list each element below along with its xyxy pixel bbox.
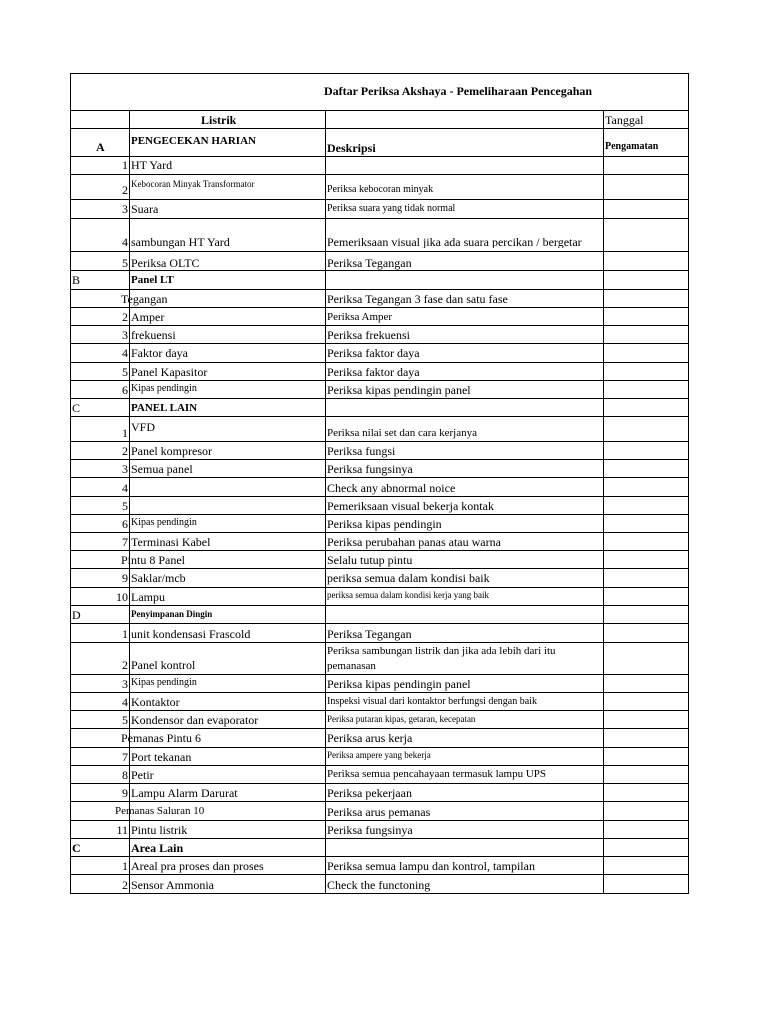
item-label: Terminasi Kabel (131, 535, 211, 549)
grid-line (70, 674, 689, 675)
section-letter-c2: C (72, 841, 81, 855)
description: Periksa Tegangan (327, 627, 412, 641)
row-number: 5 (122, 499, 128, 513)
grid-line (70, 343, 689, 344)
grid-line (70, 362, 689, 363)
description: Periksa fungsi (327, 444, 396, 458)
description: Periksa semua pencahayaan termasuk lampu UPS (327, 768, 547, 780)
item-label: Lampu Alarm Darurat (131, 786, 238, 800)
row-number: 2 (122, 183, 128, 197)
description: Inspeksi visual dari kontaktor berfungsi dengan baik (327, 696, 537, 707)
column-header-deskripsi: Deskripsi (327, 141, 376, 155)
description: Periksa faktor daya (327, 346, 420, 360)
grid-line (70, 550, 689, 551)
grid-line (70, 801, 689, 802)
item-label: Sensor Ammonia (131, 878, 214, 892)
item-label: Saklar/mcb (131, 571, 186, 585)
section-letter-b: B (72, 273, 81, 287)
row-number: 2 (122, 444, 128, 458)
item-label: unit kondensasi Frascold (131, 627, 251, 641)
grid-line (70, 156, 689, 157)
row-number: 3 (122, 202, 128, 216)
item-label: Kipas pendingin (131, 517, 197, 528)
grid-line (688, 73, 689, 894)
grid-line (325, 110, 326, 894)
grid-line (70, 477, 689, 478)
description: Periksa faktor daya (327, 365, 420, 379)
item-label: Semua panel (131, 462, 193, 476)
description: Periksa semua lampu dan kontrol, tampilan (327, 859, 535, 873)
description: Periksa kipas pendingin panel (327, 383, 471, 397)
item-label: Pemanas Saluran 10 (115, 805, 205, 817)
description: Periksa frekuensi (327, 328, 410, 342)
grid-line (70, 459, 689, 460)
row-number: 3 (122, 677, 128, 691)
description: Periksa suara yang tidak normal (327, 203, 456, 214)
grid-line (129, 110, 130, 894)
document-title: Daftar Periksa Akshaya - Pemeliharaan Pencegahan (324, 84, 593, 98)
grid-line (70, 710, 689, 711)
description: Periksa fungsinya (327, 823, 413, 837)
grid-line (70, 838, 689, 839)
item-label: Pintu 8 Panel (121, 553, 186, 567)
row-number: 5 (122, 256, 128, 270)
item-label: Pintu listrik (131, 823, 188, 837)
grid-line (70, 110, 689, 111)
description: Periksa perubahan panas atau warna (327, 535, 501, 549)
row-number: 4 (122, 695, 128, 709)
item-label: frekuensi (131, 328, 176, 342)
section-letter-d: D (72, 608, 81, 622)
grid-line (70, 496, 689, 497)
row-number: 11 (116, 823, 128, 837)
description: Periksa sambungan listrik dan jika ada lebih dari itu pemanasan (327, 645, 556, 672)
grid-line (70, 73, 71, 894)
grid-line (70, 820, 689, 821)
description: Selalu tutup pintu (327, 553, 413, 567)
description: Periksa kipas pendingin panel (327, 677, 471, 691)
grid-line (70, 307, 689, 308)
row-number: 1 (122, 627, 128, 641)
row-number: 6 (122, 517, 128, 531)
item-label: Port tekanan (131, 750, 192, 764)
row-number: 9 (122, 571, 128, 585)
description: Periksa nilai set dan cara kerjanya (327, 427, 477, 439)
grid-line (70, 893, 689, 894)
row-number: 2 (122, 878, 128, 892)
description: Periksa ampere yang bekerja (327, 750, 431, 760)
item-label: Kontaktor (131, 695, 180, 709)
section-title-panel-lain: PANEL LAIN (131, 402, 198, 414)
description: Periksa Tegangan (327, 256, 412, 270)
grid-line (70, 642, 689, 643)
row-number: 7 (122, 535, 128, 549)
grid-line (70, 174, 689, 175)
description: Periksa Amper (327, 311, 393, 323)
column-header-listrik: Listrik (201, 113, 237, 127)
grid-line (70, 692, 689, 693)
row-number: 4 (122, 235, 128, 249)
section-letter-a: A (96, 140, 105, 154)
section-title-penyimpanan: Penyimpanan Dingin (131, 609, 213, 619)
item-label: Kebocoran Minyak Transformator (131, 179, 255, 189)
grid-line (70, 856, 689, 857)
column-header-tanggal: Tanggal (605, 113, 644, 127)
item-label: Kondensor dan evaporator (131, 713, 259, 727)
item-label: Panel kontrol (131, 658, 196, 672)
grid-line (70, 441, 689, 442)
row-number: 1 (122, 158, 128, 172)
row-number: 7 (122, 750, 128, 764)
grid-line (70, 199, 689, 200)
item-label: sambungan HT Yard (131, 235, 230, 249)
section-title-pengecekan: PENGECEKAN HARIAN (131, 135, 256, 147)
item-label: VFD (131, 420, 156, 434)
item-label: Kipas pendingin (131, 383, 197, 394)
grid-line (70, 514, 689, 515)
row-number: 2 (122, 658, 128, 672)
description: Periksa kebocoran minyak (327, 184, 434, 195)
section-title-area-lain: Area Lain (131, 841, 184, 855)
row-number: 4 (122, 481, 128, 495)
description: Pemeriksaan visual bekerja kontak (327, 499, 494, 513)
grid-line (70, 532, 689, 533)
grid-line (70, 416, 689, 417)
item-label: Periksa OLTC (131, 256, 200, 270)
description: Pemeriksaan visual jika ada suara percikan / bergetar (327, 236, 582, 248)
description: Periksa fungsinya (327, 462, 413, 476)
grid-line (70, 765, 689, 766)
grid-line (70, 325, 689, 326)
item-label: Panel kompresor (131, 444, 212, 458)
description: Check the functoning (327, 878, 431, 892)
grid-line (70, 398, 689, 399)
item-label: Pemanas Pintu 6 (121, 731, 201, 745)
row-number: 6 (122, 383, 128, 397)
row-number: 9 (122, 786, 128, 800)
description: periksa semua dalam kondisi kerja yang baik (327, 590, 489, 600)
description: Periksa arus pemanas (327, 805, 431, 819)
grid-line (70, 73, 689, 74)
row-number: 2 (122, 310, 128, 324)
grid-line (70, 874, 689, 875)
row-number: 8 (122, 768, 128, 782)
row-number: 3 (122, 328, 128, 342)
grid-line (70, 270, 689, 271)
grid-line (70, 728, 689, 729)
row-number: 10 (116, 590, 128, 604)
column-header-pengamatan: Pengamatan (605, 141, 659, 152)
section-title-panel-lt: Panel LT (131, 274, 174, 286)
item-label: Amper (131, 310, 165, 324)
grid-line (70, 623, 689, 624)
row-number: 5 (122, 713, 128, 727)
item-label: Lampu (131, 590, 165, 604)
item-label: Panel Kapasitor (131, 365, 208, 379)
grid-line (70, 568, 689, 569)
item-label: Suara (131, 202, 159, 216)
grid-line (70, 587, 689, 588)
section-letter-c: C (72, 401, 81, 415)
description: Periksa arus kerja (327, 731, 413, 745)
item-label: Tegangan (121, 292, 168, 306)
item-label: Areal pra proses dan proses (131, 859, 264, 873)
description: Periksa putaran kipas, getaran, kecepatan (327, 714, 476, 724)
row-number: 1 (122, 859, 128, 873)
description: Periksa pekerjaan (327, 786, 412, 800)
grid-line (70, 251, 689, 252)
grid-line (70, 605, 689, 606)
grid-line (70, 218, 689, 219)
grid-line (70, 747, 689, 748)
item-label: Faktor daya (131, 346, 188, 360)
row-number: 3 (122, 462, 128, 476)
row-number: 1 (122, 426, 128, 440)
item-label: Petir (131, 768, 154, 782)
description: Periksa Tegangan 3 fase dan satu fase (327, 292, 508, 306)
description: Periksa kipas pendingin (327, 517, 442, 531)
grid-line (70, 783, 689, 784)
item-label: Kipas pendingin (131, 677, 197, 688)
description: periksa semua dalam kondisi baik (327, 571, 490, 585)
grid-line (70, 128, 689, 129)
grid-line (70, 289, 689, 290)
grid-line (603, 110, 604, 894)
row-number: 4 (122, 346, 128, 360)
description: Check any abnormal noice (327, 481, 456, 495)
row-number: 5 (122, 365, 128, 379)
item-label: HT Yard (131, 158, 173, 172)
grid-line (70, 380, 689, 381)
